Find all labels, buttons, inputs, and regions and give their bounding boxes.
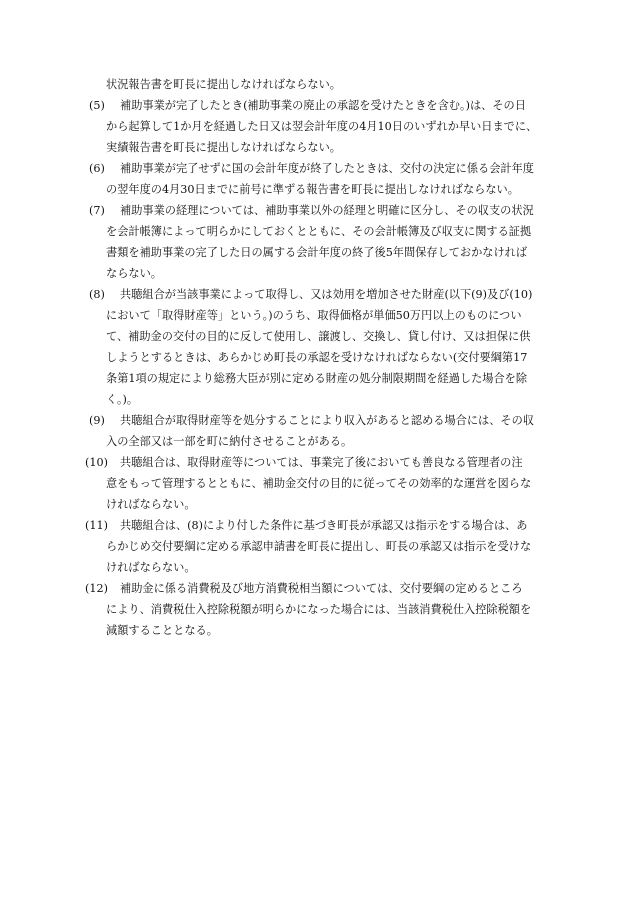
item-10-line-3: ければならない。: [106, 498, 196, 511]
item-number: (7): [89, 204, 105, 217]
intro-line: [0, 74, 630, 95]
item-text: 共聴組合が取得財産等を処分することにより収入があると認める場合には、その収: [120, 414, 534, 427]
item-5-line-2: から起算して1か月を経過した日又は翌会計年度の4月10日のいずれか早い日までに、: [106, 120, 538, 133]
item-5: [0, 95, 630, 158]
item-number: (9): [89, 414, 105, 427]
item-10-line-2: 意をもって管理するとともに、補助金交付の目的に従ってその効率的な運営を図らな: [106, 477, 532, 490]
item-12-first-line: [0, 578, 630, 599]
item-number: (6): [89, 162, 105, 175]
item-text: 補助事業が完了せずに国の会計年度が終了したときは、交付の決定に係る会計年度: [120, 162, 534, 175]
item-9-first-line: [0, 410, 630, 431]
item-text: 補助事業が完了したとき(補助事業の廃止の承認を受けたときを含む。)は、その日: [120, 99, 526, 112]
item-8-line-2: において「取得財産等」という。)のうち、取得価格が単価50万円以上のものについ: [106, 309, 522, 322]
item-11-line-2: らかじめ交付要綱に定める承認申請書を町長に提出し、町長の承認又は指示を受けな: [106, 540, 532, 553]
item-9: [0, 410, 630, 452]
item-8-line-5: 条第1項の規定により総務大臣が別に定める財産の処分制限期間を経過した場合を除: [106, 372, 528, 385]
item-6-first-line: [0, 158, 630, 179]
item-7-line-4: ならない。: [106, 267, 162, 280]
item-number: (5): [89, 99, 105, 112]
item-7-first-line: [0, 200, 630, 221]
item-text: 共聴組合は、(8)により付した条件に基づき町長が承認又は指示をする場合は、あ: [120, 519, 528, 532]
item-7-line-2: を会計帳簿によって明らかにしておくとともに、その会計帳簿及び収支に関する証拠: [106, 225, 532, 238]
item-5-first-line: [0, 95, 630, 116]
document-body: [0, 74, 630, 641]
intro-text: 状況報告書を町長に提出しなければならない。: [106, 78, 341, 91]
item-text: 補助事業の経理については、補助事業以外の経理と明確に区分し、その収支の状況: [120, 204, 534, 217]
item-7: [0, 200, 630, 284]
item-8-first-line: [0, 284, 630, 305]
item-8-line-6: く。)。: [106, 393, 139, 406]
item-number: (11): [85, 519, 108, 532]
item-12-line-3: 減額することとなる。: [106, 624, 218, 637]
item-7-line-3: 書類を補助事業の完了した日の属する会計年度の終了後5年間保存しておかなければ: [106, 246, 528, 259]
item-8: [0, 284, 630, 410]
item-9-line-2: 入の全部又は一部を町に納付させることがある。: [106, 435, 353, 448]
item-11: [0, 515, 630, 578]
item-number: (12): [85, 582, 108, 595]
item-number: (10): [85, 456, 108, 469]
item-8-line-3: て、補助金の交付の目的に反して使用し、譲渡し、交換し、貸し付け、又は担保に供: [106, 330, 531, 343]
item-6: [0, 158, 630, 200]
item-5-line-3: 実績報告書を町長に提出しなければならない。: [106, 141, 341, 154]
item-11-line-3: ければならない。: [106, 561, 196, 574]
item-8-line-4: しようとするときは、あらかじめ町長の承認を受けなければならない(交付要綱第17: [106, 351, 528, 364]
item-number: (8): [89, 288, 105, 301]
item-11-first-line: [0, 515, 630, 536]
item-12-line-2: により、消費税仕入控除税額が明らかになった場合には、当該消費税仕入控除税額を: [106, 603, 532, 616]
item-12: [0, 578, 630, 641]
item-text: 補助金に係る消費税及び地方消費税相当額については、交付要綱の定めるところ: [120, 582, 523, 595]
item-10: [0, 452, 630, 515]
item-text: 共聴組合は、取得財産等については、事業完了後においても善良なる管理者の注: [120, 456, 523, 469]
item-text: 共聴組合が当該事業によって取得し、又は効用を増加させた財産(以下(9)及び(10): [120, 288, 533, 301]
item-10-first-line: [0, 452, 630, 473]
item-6-line-2: の翌年度の4月30日までに前号に準ずる報告書を町長に提出しなければならない。: [106, 183, 519, 196]
